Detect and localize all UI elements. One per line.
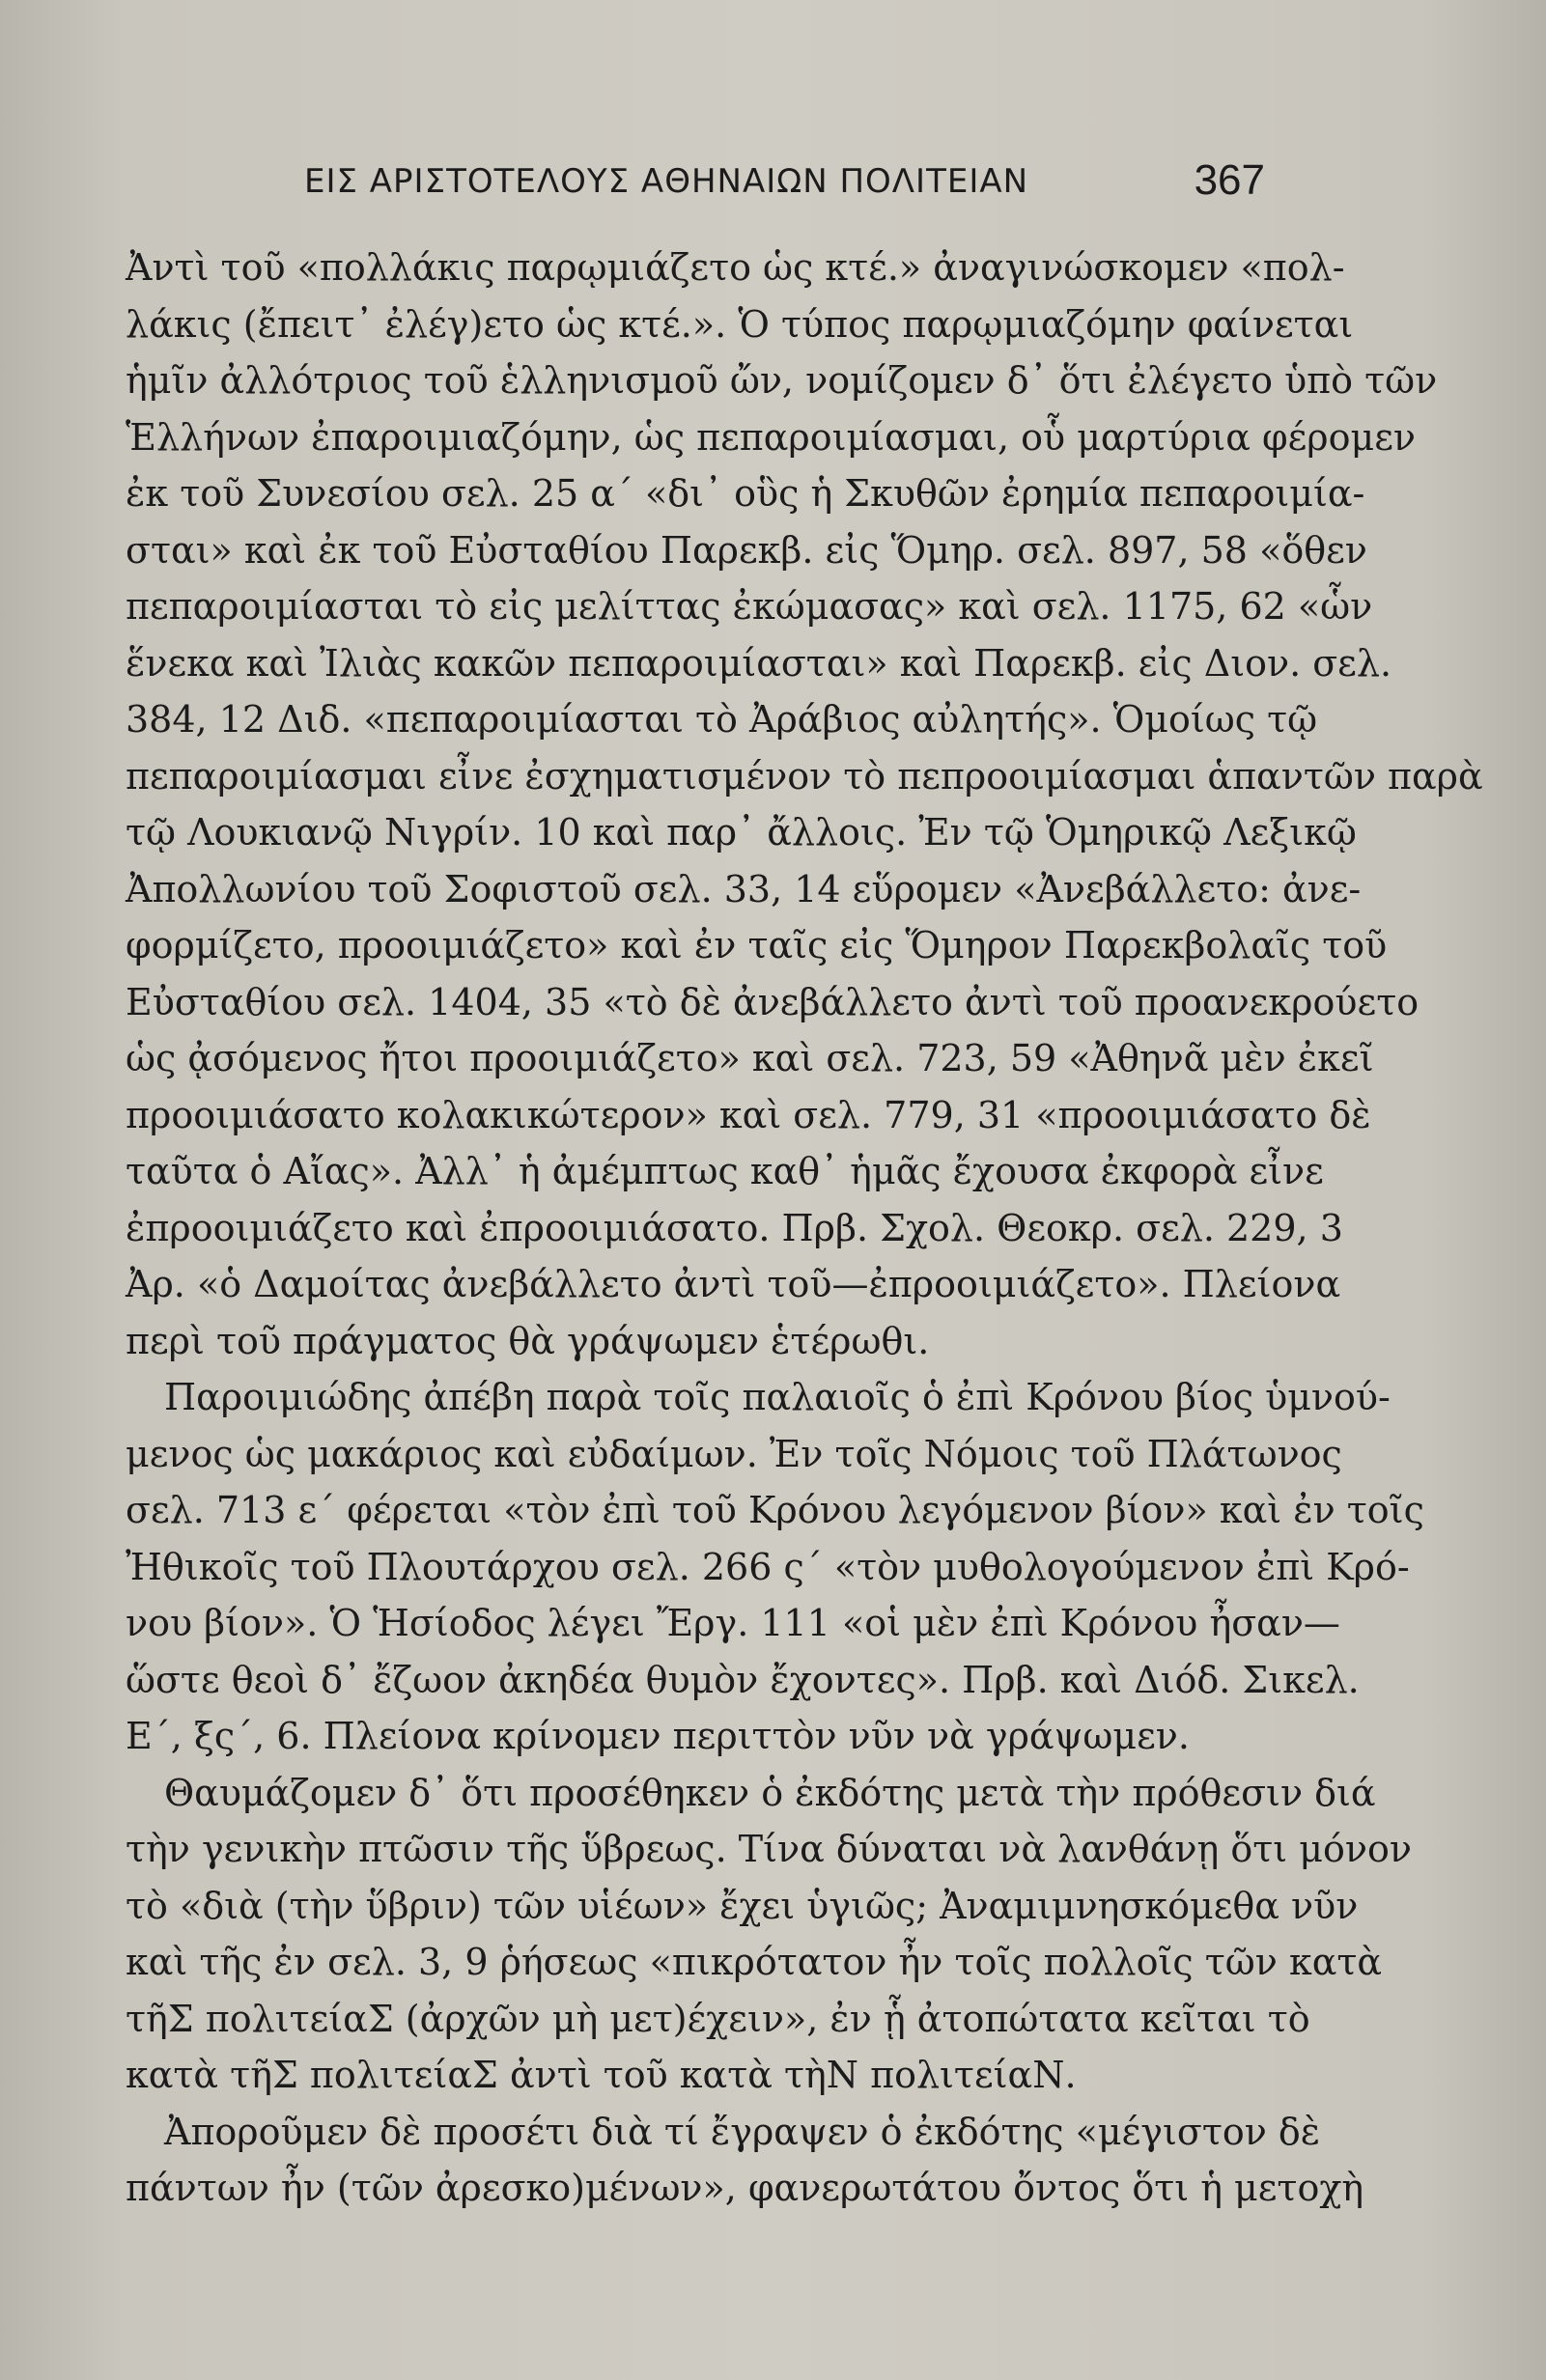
text-line: Ἑλλήνων ἐπαροιμιαζόμην, ὡς πεπαροιμίασμαι, οὗ μαρτύρια φέρομεν [126,415,1416,459]
text-line: νου βίον». Ὁ Ἡσίοδος λέγει Ἔργ. 111 «οἱ μὲν ἐπὶ Κρόνου ἦσαν— [126,1602,1340,1644]
text-line: μενος ὡς μακάριος καὶ εὐδαίμων. Ἐν τοῖς Νόμοις τοῦ Πλάτωνος [126,1432,1342,1475]
text-line: Θαυμάζομεν δ᾽ ὅτι προσέθηκεν ὁ ἐκδότης μετὰ τὴν πρόθεσιν διά [164,1771,1376,1814]
text-line: πεπαροιμίασμαι εἶνε ἐσχηματισμένον τὸ πεπροοιμίασμαι ἁπαντῶν παρὰ [126,754,1483,798]
text-line: 384, 12 Διδ. «πεπαροιμίασται τὸ Ἀράβιος αὐλητής». Ὁμοίως τῷ [126,698,1318,741]
text-line: ταῦτα ὁ Αἴας». Ἀλλ᾽ ἡ ἀμέμπτως καθ᾽ ἡμᾶς ἔχουσα ἐκφορὰ εἶνε [126,1150,1324,1192]
text-line: προοιμιάσατο κολακικώτερον» καὶ σελ. 779, 31 «προοιμιάσατο δὲ [126,1093,1371,1136]
text-line: περὶ τοῦ πράγματος θὰ γράψωμεν ἑτέρωθι. [126,1319,930,1362]
text-line: τῆΣ πολιτείαΣ (ἀρχῶν μὴ μετ)έχειν», ἐν ᾗ ἀτοπώτατα κεῖται τὸ [126,1997,1310,2040]
text-line: φορμίζετο, προοιμιάζετο» καὶ ἐν ταῖς εἰς Ὅμηρον Παρεκβολαῖς τοῦ [126,924,1388,966]
text-line: σται» καὶ ἐκ τοῦ Εὐσταθίου Παρεκβ. εἰς Ὅμηρ. σελ. 897, 58 «ὅθεν [126,528,1367,572]
text-line: ἐκ τοῦ Συνεσίου σελ. 25 α΄ «δι᾽ οὓς ἡ Σκυθῶν ἐρημία πεπαροιμία- [126,472,1365,515]
text-line: Παροιμιώδης ἀπέβη παρὰ τοῖς παλαιοῖς ὁ ἐπὶ Κρόνου βίος ὑμνού- [164,1376,1391,1418]
text-line: πεπαροιμίασται τὸ εἰς μελίττας ἐκώμασας» καὶ σελ. 1175, 62 «ὧν [126,585,1373,628]
text-line: Ἀποροῦμεν δὲ προσέτι διὰ τί ἔγραψεν ὁ ἐκδότης «μέγιστον δὲ [164,2110,1321,2153]
body-text [126,239,1483,2217]
text-line: τὴν γενικὴν πτῶσιν τῆς ὕβρεως. Τίνα δύναται νὰ λανθάνῃ ὅτι μόνον [126,1828,1412,1870]
page-number: 367 [1194,156,1265,204]
text-line: Ε΄, ξς΄, 6. Πλείονα κρίνομεν περιττὸν νῦν νὰ γράψωμεν. [126,1715,1190,1757]
text-line: ἕνεκα καὶ Ἰλιὰς κακῶν πεπαροιμίασται» καὶ Παρεκβ. εἰς Διον. σελ. [126,641,1392,685]
text-line: Ἀντὶ τοῦ «πολλάκις παρῳμιάζετο ὡς κτέ.» ἀναγινώσκομεν «πολ- [126,246,1345,289]
text-line: πάντων ἦν (τῶν ἀρεσκο)μένων», φανερωτάτου ὄντος ὅτι ἡ μετοχὴ [126,2167,1364,2209]
text-line: Ἀρ. «ὁ Δαμοίτας ἀνεβάλλετο ἀντὶ τοῦ—ἐπροοιμιάζετο». Πλείονα [126,1263,1341,1305]
text-line: τὸ «διὰ (τὴν ὕβριν) τῶν υἱέων» ἔχει ὑγιῶς; Ἀναμιμνησκόμεθα νῦν [126,1884,1359,1927]
text-line: τῷ Λουκιανῷ Νιγρίν. 10 καὶ παρ᾽ ἄλλοις. Ἐν τῷ Ὁμηρικῷ Λεξικῷ [126,811,1357,854]
text-line: Ἀπολλωνίου τοῦ Σοφιστοῦ σελ. 33, 14 εὕρομεν «Ἀνεβάλλετο: ἀνε- [126,867,1362,910]
page-header [193,153,1265,210]
text-line: κατὰ τῆΣ πολιτείαΣ ἀντὶ τοῦ κατὰ τὴΝ πολιτείαΝ. [126,2054,1077,2096]
text-line: σελ. 713 ε΄ φέρεται «τὸν ἐπὶ τοῦ Κρόνου λεγόμενον βίον» καὶ ἐν τοῖς [126,1489,1424,1531]
text-line: ἐπροοιμιάζετο καὶ ἐπροοιμιάσατο. Πρβ. Σχολ. Θεοκρ. σελ. 229, 3 [126,1206,1343,1249]
running-title: ΕΙΣ ΑΡΙΣΤΟΤΕΛΟΥΣ ΑΘΗΝΑΙΩΝ ΠΟΛΙΤΕΙΑΝ [304,162,1029,201]
text-line: λάκις (ἔπειτ᾽ ἐλέγ)ετο ὡς κτέ.». Ὁ τύπος παρῳμιαζόμην φαίνεται [126,302,1354,346]
text-line: ὥστε θεοὶ δ᾽ ἔζωον ἀκηδέα θυμὸν ἔχοντες». Πρβ. καὶ Διόδ. Σικελ. [126,1658,1360,1701]
text-line: Εὐσταθίου σελ. 1404, 35 «τὸ δὲ ἀνεβάλλετο ἀντὶ τοῦ προανεκρούετο [126,980,1420,1023]
text-line: καὶ τῆς ἐν σελ. 3, 9 ῥήσεως «πικρότατον ἦν τοῖς πολλοῖς τῶν κατὰ [126,1941,1383,1983]
text-line: ἡμῖν ἀλλότριος τοῦ ἑλληνισμοῦ ὤν, νομίζομεν δ᾽ ὅτι ἐλέγετο ὑπὸ τῶν [126,359,1438,402]
text-line: Ἠθικοῖς τοῦ Πλουτάρχου σελ. 266 ς΄ «τὸν μυθολογούμενον ἐπὶ Κρό- [126,1545,1410,1588]
text-line: ὡς ᾀσόμενος ἤτοι προοιμιάζετο» καὶ σελ. 723, 59 «Ἀθηνᾶ μὲν ἐκεῖ [126,1037,1374,1079]
